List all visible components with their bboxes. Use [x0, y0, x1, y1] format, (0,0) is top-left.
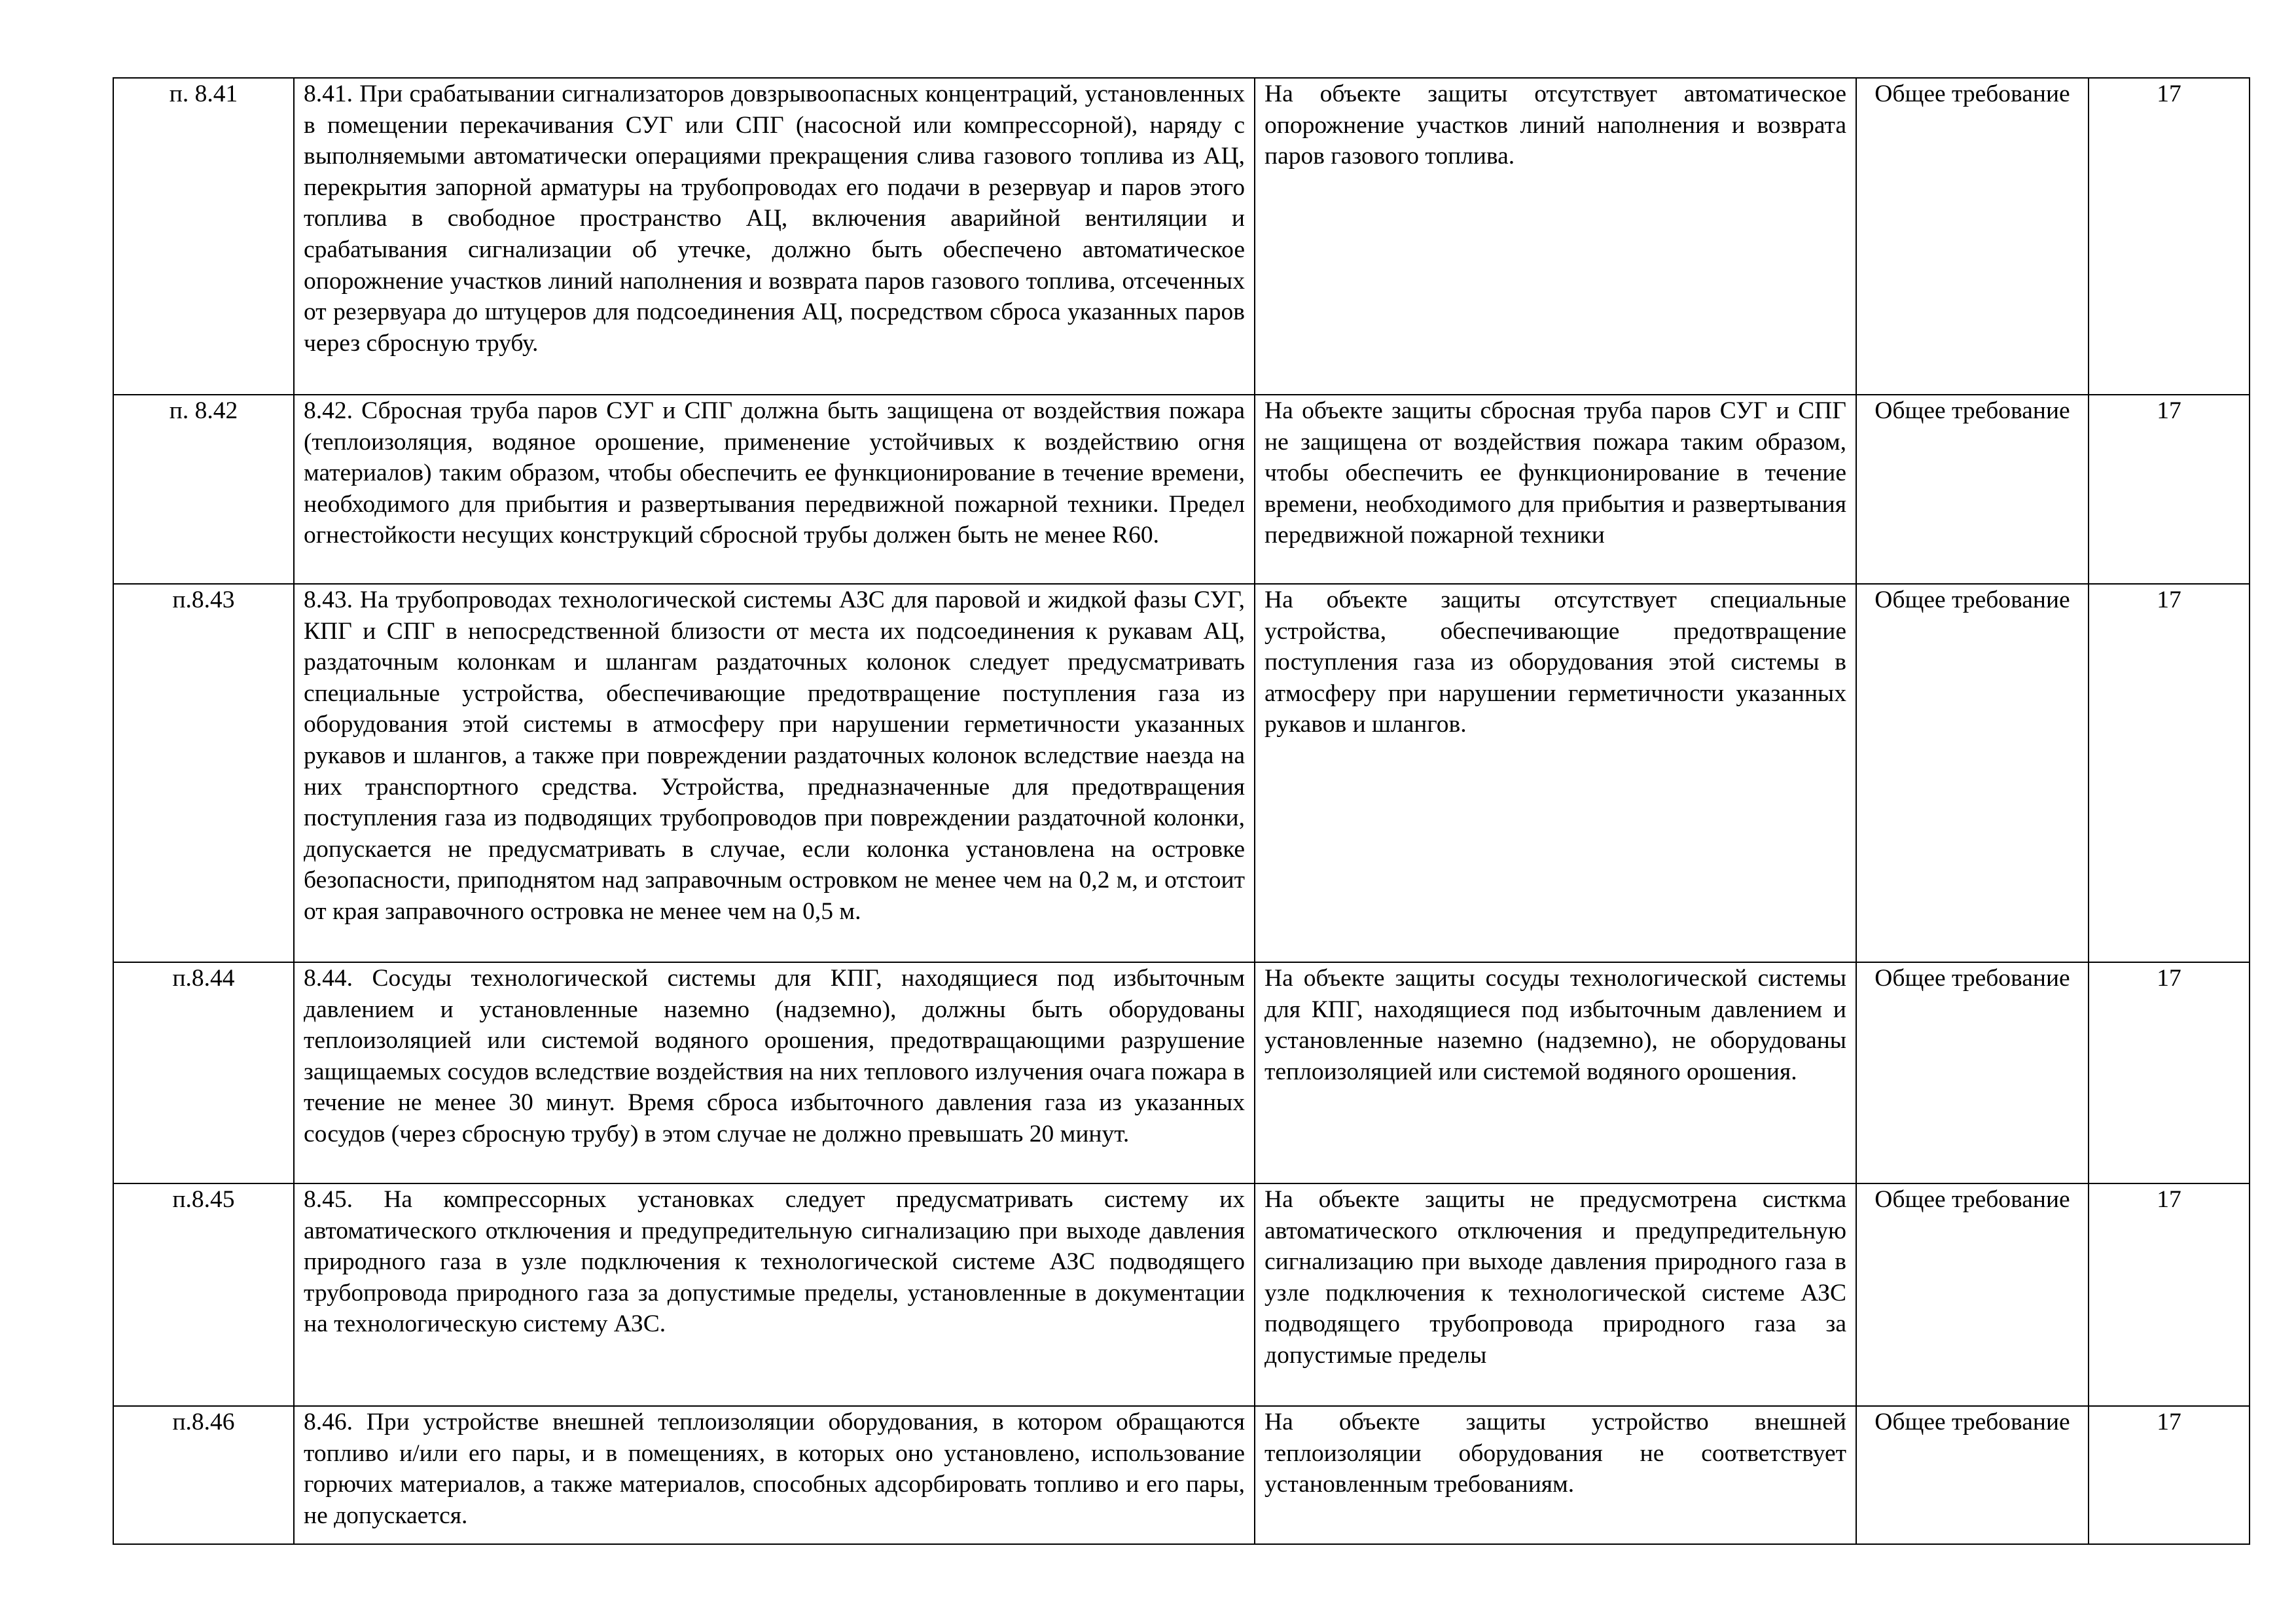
requirements-table — [113, 77, 2250, 1545]
requirement-text-cell: 8.45. На компрессорных установках следует предусматривать систему их автоматического отключения и предупредительную сигнализацию при выходе давления природного газа в узле подключения к технологической системе АЗС подводящего трубопровода природного газа за допустимые пределы, установленные в документации на технологическую систему АЗС. — [294, 1183, 1255, 1406]
violation-text-cell: На объекте защиты не предусмотрена систкма автоматического отключения и предупредительную сигнализацию при выходе давления природного газа в узле подключения к технологической системе АЗС подводящего трубопровода природного газа за допустимые пределы — [1255, 1183, 1856, 1406]
reference-number-cell: 17 — [2089, 1406, 2250, 1544]
table-row — [113, 1406, 2250, 1544]
requirement-type-cell: Общее требование — [1856, 395, 2089, 584]
table-row — [113, 962, 2250, 1183]
violation-text-cell: На объекте защиты сбросная труба паров СУГ и СПГ не защищена от воздействия пожара таким образом, чтобы обеспечить ее функционирование в течение времени, необходимого для прибытия и развертывания передвижной пожарной техники — [1255, 395, 1856, 584]
requirement-type-cell: Общее требование — [1856, 1406, 2089, 1544]
table-row — [113, 395, 2250, 584]
clause-number-cell: п.8.43 — [113, 584, 294, 962]
requirement-text-cell: 8.46. При устройстве внешней теплоизоляции оборудования, в котором обращаются топливо и/или его пары, и в помещениях, в которых оно установлено, использование горючих материалов, а также материалов, способных адсорбировать топливо и его пары, не допускается. — [294, 1406, 1255, 1544]
table-row — [113, 78, 2250, 395]
table-row — [113, 584, 2250, 962]
violation-text-cell: На объекте защиты устройство внешней теплоизоляции оборудования не соответствует установленным требованиям. — [1255, 1406, 1856, 1544]
clause-number-cell: п. 8.42 — [113, 395, 294, 584]
reference-number-cell: 17 — [2089, 1183, 2250, 1406]
clause-number-cell: п.8.44 — [113, 962, 294, 1183]
requirement-type-cell: Общее требование — [1856, 962, 2089, 1183]
violation-text-cell: На объекте защиты отсутствует автоматическое опорожнение участков линий наполнения и возврата паров газового топлива. — [1255, 78, 1856, 395]
reference-number-cell: 17 — [2089, 584, 2250, 962]
clause-number-cell: п. 8.41 — [113, 78, 294, 395]
requirement-text-cell: 8.43. На трубопроводах технологической системы АЗС для паровой и жидкой фазы СУГ, КПГ и СПГ в непосредственной близости от места их подсоединения к рукавам АЦ, раздаточным колонкам и шлангам раздаточных колонок следует предусматривать специальные устройства, обеспечивающие предотвращение поступления газа из оборудования этой системы в атмосферу при нарушении герметичности указанных рукавов и шлангов, а также при повреждении раздаточных колонок вследствие наезда на них транспортного средства. Устройства, предназначенные для предотвращения поступления газа из подводящих трубопроводов при повреждении раздаточной колонки, допускается не предусматривать в случае, если колонка установлена на островке безопасности, приподнятом над заправочным островком не менее чем на 0,2 м, и отстоит от края заправочного островка не менее чем на 0,5 м. — [294, 584, 1255, 962]
requirement-text-cell: 8.41. При срабатывании сигнализаторов довзрывоопасных концентраций, установленных в помещении перекачивания СУГ или СПГ (насосной или компрессорной), наряду с выполняемыми автоматически операциями прекращения слива газового топлива из АЦ, перекрытия запорной арматуры на трубопроводах его подачи в резервуар и паров этого топлива в свободное пространство АЦ, включения аварийной вентиляции и срабатывания сигнализации об утечке, должно быть обеспечено автоматическое опорожнение участков линий наполнения и возврата паров газового топлива, отсеченных от резервуара до штуцеров для подсоединения АЦ, посредством сброса указанных паров через сбросную трубу. — [294, 78, 1255, 395]
reference-number-cell: 17 — [2089, 395, 2250, 584]
reference-number-cell: 17 — [2089, 78, 2250, 395]
reference-number-cell: 17 — [2089, 962, 2250, 1183]
requirement-type-cell: Общее требование — [1856, 584, 2089, 962]
violation-text-cell: На объекте защиты отсутствует специальные устройства, обеспечивающие предотвращение поступления газа из оборудования этой системы в атмосферу при нарушении герметичности указанных рукавов и шлангов. — [1255, 584, 1856, 962]
requirement-type-cell: Общее требование — [1856, 1183, 2089, 1406]
clause-number-cell: п.8.46 — [113, 1406, 294, 1544]
requirement-type-cell: Общее требование — [1856, 78, 2089, 395]
violation-text-cell: На объекте защиты сосуды технологической системы для КПГ, находящиеся под избыточным давлением и установленные наземно (надземно), не оборудованы теплоизоляцией или системой водяного орошения. — [1255, 962, 1856, 1183]
clause-number-cell: п.8.45 — [113, 1183, 294, 1406]
table-row — [113, 1183, 2250, 1406]
requirement-text-cell: 8.44. Сосуды технологической системы для КПГ, находящиеся под избыточным давлением и установленные наземно (надземно), должны быть оборудованы теплоизоляцией или системой водяного орошения, предотвращающими разрушение защищаемых сосудов вследствие воздействия на них теплового излучения очага пожара в течение не менее 30 минут. Время сброса избыточного давления газа из указанных сосудов (через сбросную трубу) в этом случае не должно превышать 20 минут. — [294, 962, 1255, 1183]
requirement-text-cell: 8.42. Сбросная труба паров СУГ и СПГ должна быть защищена от воздействия пожара (теплоизоляция, водяное орошение, применение устойчивых к воздействию огня материалов) таким образом, чтобы обеспечить ее функционирование в течение времени, необходимого для прибытия и развертывания передвижной пожарной техники. Предел огнестойкости несущих конструкций сбросной трубы должен быть не менее R60. — [294, 395, 1255, 584]
